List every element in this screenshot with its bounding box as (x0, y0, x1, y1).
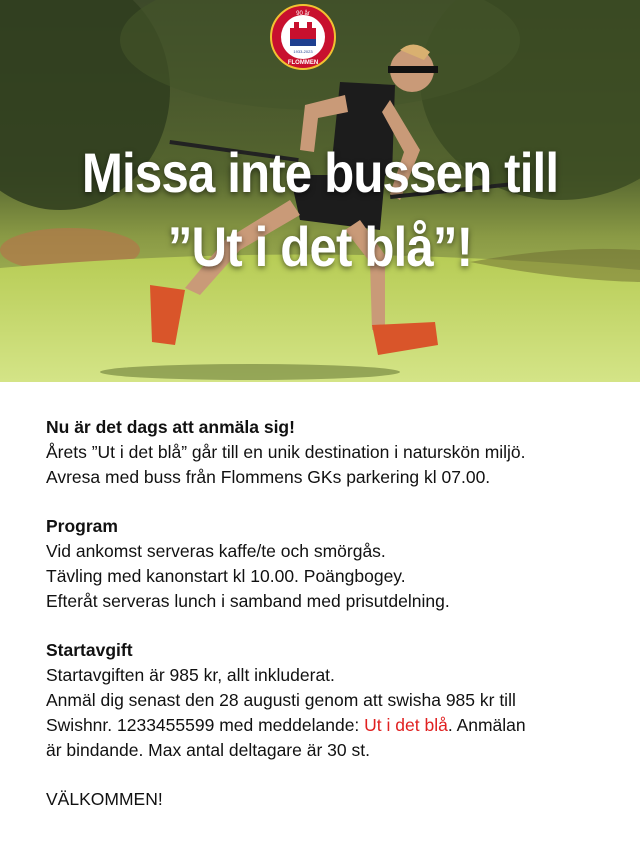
logo-bottom-text: FLOMMEN (287, 60, 319, 66)
fee-line-3-pre: Swishnr. 1233455599 med meddelande: (46, 715, 365, 735)
fee-line-3-post: . Anmälan (447, 715, 526, 735)
program-line-3: Efteråt serveras lunch i samband med prisutdelning. (46, 591, 450, 611)
announcement-body (46, 415, 626, 812)
program-heading: Program (46, 516, 118, 536)
swish-message-highlight: Ut i det blå (364, 715, 448, 735)
headline-line-1: Missa inte bussen till (81, 141, 559, 204)
logo-top-text: 90 år (296, 11, 310, 17)
fee-line-3 (46, 713, 626, 738)
hero-banner (0, 0, 640, 382)
intro-line-1: Årets ”Ut i det blå” går till en unik destination i naturskön miljö. (46, 442, 526, 462)
club-crest-icon (270, 4, 336, 70)
fee-line-2: Anmäl dig senast den 28 augusti genom att swisha 985 kr till (46, 690, 516, 710)
headline-line-2: ”Ut i det blå”! (167, 215, 473, 278)
logo-years-text: 1933-2023 (293, 49, 313, 54)
program-line-2: Tävling med kanonstart kl 10.00. Poängbogey. (46, 566, 406, 586)
fee-heading: Startavgift (46, 640, 133, 660)
program-line-1: Vid ankomst serveras kaffe/te och smörgås. (46, 541, 386, 561)
fee-line-4: är bindande. Max antal deltagare är 30 st. (46, 740, 370, 760)
closing-text: VÄLKOMMEN! (46, 789, 163, 809)
intro-line-2: Avresa med buss från Flommens GKs parkering kl 07.00. (46, 467, 491, 487)
intro-heading: Nu är det dags att anmäla sig! (46, 417, 295, 437)
fee-line-1: Startavgiften är 985 kr, allt inkluderat. (46, 665, 335, 685)
